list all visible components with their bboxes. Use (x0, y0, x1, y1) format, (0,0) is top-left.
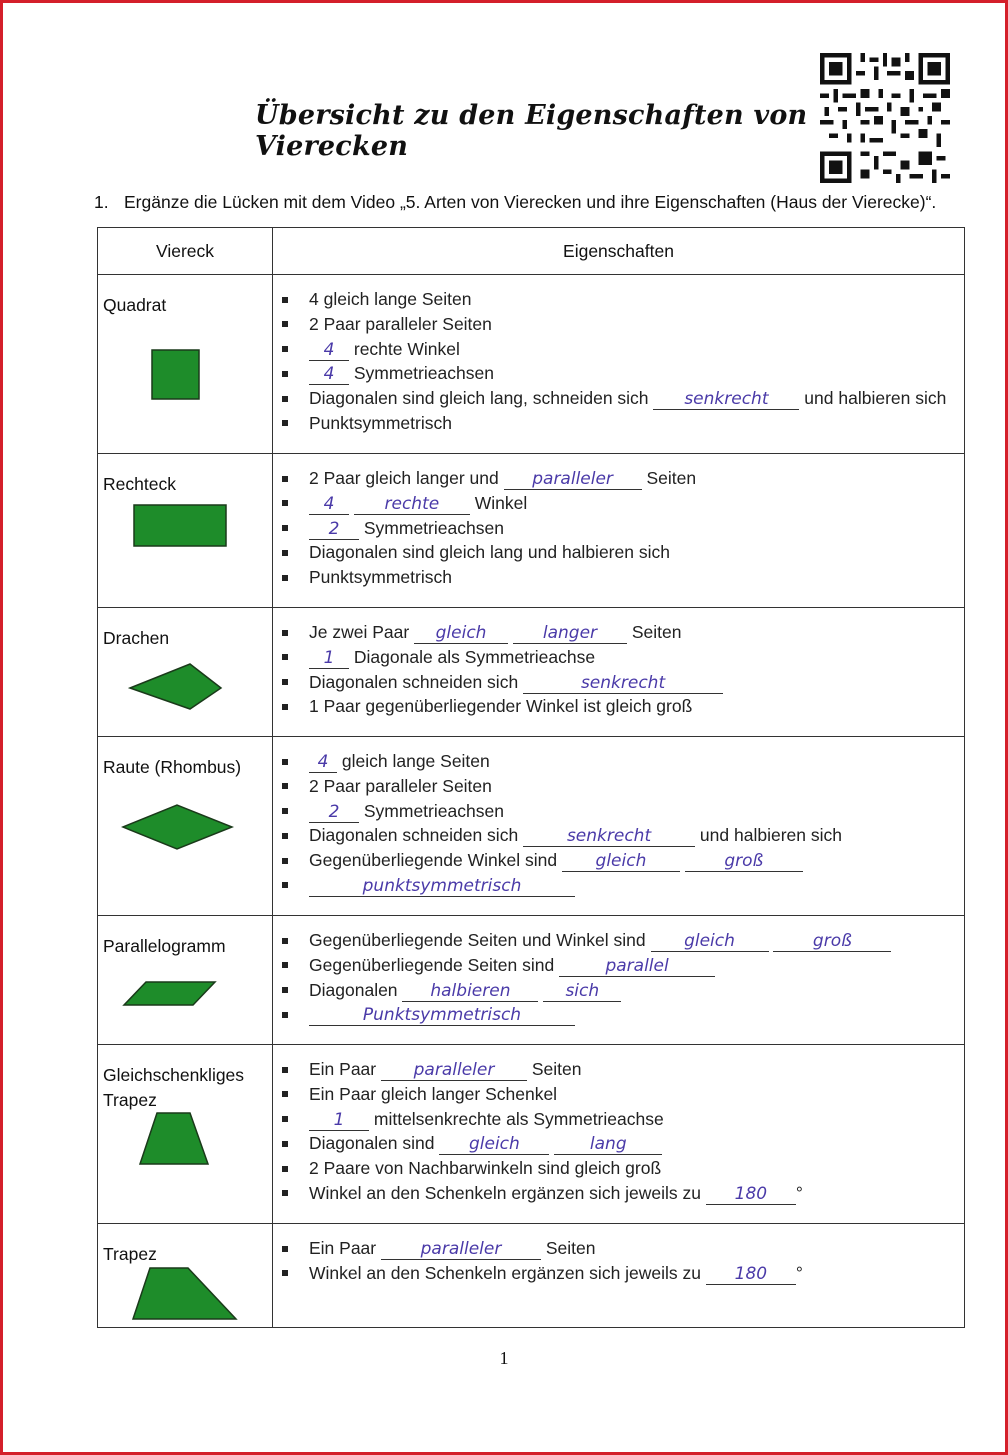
handwritten-answer: 1 (309, 648, 349, 669)
handwritten-answer: 2 (309, 802, 359, 823)
property-text: Diagonalen sind gleich lang und halbieren sich (309, 542, 670, 563)
property-list (273, 928, 964, 1027)
property-text: und halbieren sich (699, 825, 842, 846)
property-text: Diagonalen (309, 979, 398, 1000)
table-row (98, 736, 964, 915)
rectangle-shape (133, 504, 229, 548)
shape-name: Rechteck (103, 474, 176, 494)
property-text: Punktsymmetrisch (309, 567, 452, 588)
square-shape (151, 349, 201, 401)
property-text: Gegenüberliegende Seiten und Winkel sind (309, 930, 646, 950)
shape-cell (98, 1224, 273, 1327)
handwritten-answer: gleich (414, 623, 508, 644)
shape-name: Trapez (103, 1244, 157, 1264)
property-text: mittelsenkrechte als Symmetrieachse (373, 1108, 664, 1129)
property-text: 2 Paar paralleler Seiten (309, 775, 492, 796)
page-number: 1 (499, 1348, 509, 1368)
property-list (273, 1236, 964, 1286)
isosceles-trapezoid-shape (138, 1111, 212, 1167)
handwritten-answer: 180 (706, 1264, 796, 1285)
property-item (279, 516, 964, 541)
property-item (279, 1131, 964, 1156)
shape-name: Parallelogramm (103, 936, 226, 956)
handwritten-answer: senkrecht (653, 389, 799, 410)
header-shape: Viereck (98, 228, 273, 274)
handwritten-answer: punktsymmetrisch (309, 876, 575, 897)
shape-cell (98, 608, 273, 736)
property-item (279, 1057, 964, 1082)
handwritten-answer: senkrecht (523, 673, 723, 694)
property-item (279, 411, 964, 436)
property-item (279, 749, 964, 774)
properties-cell (273, 1224, 964, 1327)
property-item (279, 873, 964, 898)
shape-cell (98, 1045, 273, 1223)
handwritten-answer: 180 (706, 1184, 796, 1205)
property-text: Diagonalen sind (309, 1133, 435, 1154)
property-item (279, 1082, 964, 1107)
handwritten-answer: parallel (559, 956, 715, 977)
properties-table (97, 227, 965, 1328)
property-text: Gegenüberliegende Seiten sind (309, 954, 555, 975)
handwritten-answer: 4 (309, 752, 337, 773)
shape-name: Drachen (103, 628, 170, 648)
property-item (279, 670, 964, 695)
property-text: gleich lange Seiten (341, 751, 490, 771)
property-item (279, 848, 964, 873)
shape-cell (98, 454, 273, 607)
handwritten-answer: paralleler (381, 1239, 541, 1260)
property-item (279, 1002, 964, 1027)
handwritten-answer: 4 (309, 494, 349, 515)
property-list (273, 287, 964, 436)
property-text: Winkel an den Schenkeln ergänzen sich jeweils zu (309, 1262, 702, 1283)
property-item (279, 1261, 964, 1286)
property-text: 2 Paar paralleler Seiten (309, 313, 492, 334)
handwritten-answer: 4 (309, 340, 349, 361)
property-text: Seiten (531, 1059, 582, 1079)
property-text: Symmetrieachsen (363, 800, 504, 821)
handwritten-answer: paralleler (504, 469, 642, 490)
handwritten-answer: groß (685, 851, 803, 872)
property-text: Symmetrieachsen (353, 363, 494, 384)
property-text: Winkel an den Schenkeln ergänzen sich jeweils zu (309, 1182, 702, 1203)
property-item (279, 361, 964, 386)
property-text: ° (795, 1262, 803, 1283)
properties-cell (273, 916, 964, 1044)
property-text: ° (795, 1182, 803, 1203)
property-text: Winkel (474, 492, 528, 513)
property-item (279, 466, 964, 491)
property-item (279, 645, 964, 670)
property-item (279, 953, 964, 978)
property-text: Seiten (631, 622, 682, 642)
shape-name: Raute (Rhombus) (103, 757, 242, 777)
property-item (279, 928, 964, 953)
property-text: Ein Paar (309, 1059, 377, 1079)
property-text: Seiten (545, 1238, 596, 1258)
handwritten-answer: senkrecht (523, 826, 695, 847)
property-text: Ein Paar (309, 1238, 377, 1258)
handwritten-answer: halbieren (402, 981, 538, 1002)
table-row (98, 607, 964, 736)
property-item (279, 620, 964, 645)
handwritten-answer: Punktsymmetrisch (309, 1005, 575, 1026)
handwritten-answer: groß (773, 931, 891, 952)
handwritten-answer: paralleler (381, 1060, 527, 1081)
task-instruction (94, 192, 964, 213)
qr-code (820, 52, 950, 184)
property-text: Gegenüberliegende Winkel sind (309, 850, 558, 871)
table-row (98, 274, 964, 453)
property-item (279, 312, 964, 337)
property-list (273, 466, 964, 590)
property-item (279, 799, 964, 824)
property-text: Ein Paar gleich langer Schenkel (309, 1083, 558, 1104)
handwritten-answer: 2 (309, 519, 359, 540)
properties-cell (273, 275, 964, 453)
property-item (279, 978, 964, 1003)
shape-cell (98, 275, 273, 453)
task-number: 1. (94, 192, 109, 212)
handwritten-answer: gleich (439, 1134, 549, 1155)
task-text: Ergänze die Lücken mit dem Video „5. Arten von Vierecken und ihre Eigenschaften (Haus der Vierecke)“. (124, 192, 937, 212)
properties-cell (273, 454, 964, 607)
property-text: und halbieren sich (804, 388, 947, 409)
property-item (279, 823, 964, 848)
property-item (279, 694, 964, 719)
property-item (279, 540, 964, 565)
handwritten-answer: langer (513, 623, 627, 644)
property-text: Symmetrieachsen (363, 517, 504, 538)
rhombus-shape (121, 803, 235, 853)
trapezoid-shape (131, 1266, 239, 1322)
table-row (98, 1223, 964, 1327)
properties-cell (273, 1045, 964, 1223)
property-text: 1 Paar gegenüberliegender Winkel ist gleich groß (309, 696, 693, 717)
shape-cell (98, 916, 273, 1044)
properties-cell (273, 737, 964, 915)
properties-cell (273, 608, 964, 736)
property-text: Diagonalen sind gleich lang, schneiden sich (309, 388, 649, 409)
property-item (279, 386, 964, 411)
handwritten-answer: lang (554, 1134, 662, 1155)
table-row (98, 453, 964, 607)
property-list (273, 749, 964, 898)
property-text: Punktsymmetrisch (309, 412, 452, 433)
property-item (279, 1181, 964, 1206)
parallelogram-shape (122, 980, 218, 1008)
shape-name: Quadrat (103, 295, 167, 315)
table-header-row (98, 228, 964, 274)
property-text: Je zwei Paar (309, 622, 410, 642)
property-item (279, 337, 964, 362)
property-item (279, 1107, 964, 1132)
kite-shape (128, 662, 224, 712)
property-text: 2 Paar gleich langer und (309, 468, 499, 488)
property-item (279, 287, 964, 312)
table-row (98, 1044, 964, 1223)
shape-name: Gleichschenkliges Trapez (103, 1065, 245, 1110)
property-text: Diagonalen schneiden sich (309, 825, 519, 846)
property-list (273, 620, 964, 719)
property-text: 2 Paare von Nachbarwinkeln sind gleich groß (309, 1158, 662, 1179)
property-text: Diagonalen schneiden sich (309, 671, 519, 692)
handwritten-answer: gleich (651, 931, 769, 952)
handwritten-answer: 1 (309, 1110, 369, 1131)
property-item (279, 491, 964, 516)
property-text: 4 gleich lange Seiten (309, 289, 472, 309)
handwritten-answer: rechte (354, 494, 470, 515)
property-item (279, 774, 964, 799)
property-text: Diagonale als Symmetrieachse (353, 646, 596, 667)
property-text: Seiten (646, 468, 697, 488)
page-title: Übersicht zu den Eigenschaften von Vierecken (255, 100, 808, 162)
table-row (98, 915, 964, 1044)
property-text: rechte Winkel (353, 338, 460, 359)
handwritten-answer: sich (543, 981, 621, 1002)
property-item (279, 565, 964, 590)
handwritten-answer: 4 (309, 364, 349, 385)
handwritten-answer: gleich (562, 851, 680, 872)
header-properties: Eigenschaften (563, 240, 674, 261)
property-list (273, 1057, 964, 1206)
property-item (279, 1156, 964, 1181)
shape-cell (98, 737, 273, 915)
property-item (279, 1236, 964, 1261)
